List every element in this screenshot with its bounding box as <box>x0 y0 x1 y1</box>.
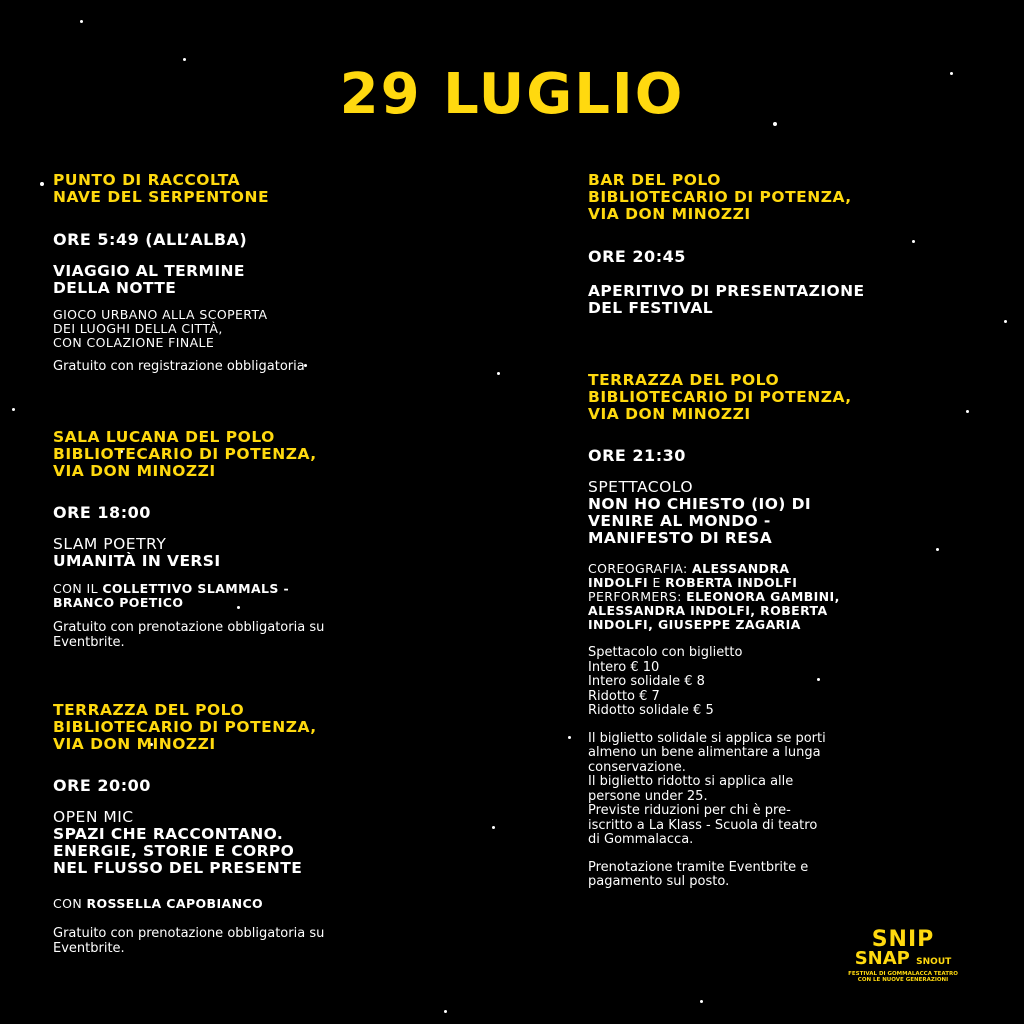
event-block-open-mic <box>53 702 453 956</box>
event-credit <box>53 897 453 911</box>
price-line: Spettacolo con biglietto <box>588 645 743 660</box>
rule-line: Il biglietto solidale si applica se porti <box>588 730 826 746</box>
logo-word-snap: SNAP <box>854 948 910 969</box>
performers-credit <box>588 604 1008 618</box>
credit-label: COREOGRAFIA: <box>588 561 692 576</box>
event-time: ORE 20:45 <box>588 247 686 266</box>
rule-line: Previste riduzioni per chi è pre- <box>588 803 791 818</box>
venue-line: TERRAZZA DEL POLO <box>588 371 780 389</box>
ticket-rules <box>588 732 1008 848</box>
logo-word-snap-snout <box>838 950 968 971</box>
venue-line: TERRAZZA DEL POLO <box>53 701 245 719</box>
event-note: Gratuito con registrazione obbligatoria <box>53 359 305 374</box>
event-kind: SLAM POETRY <box>53 535 167 553</box>
logo-tagline: CON LE NUOVE GENERAZIONI <box>857 977 949 983</box>
price-line: Ridotto € 7 <box>588 688 660 704</box>
event-note: Gratuito con prenotazione obbligatoria su <box>53 620 325 635</box>
event-block-dawn <box>53 172 453 375</box>
event-credit <box>53 582 453 596</box>
star-decoration <box>568 736 571 739</box>
venue-line: PUNTO DI RACCOLTA <box>53 171 241 189</box>
event-description-line: GIOCO URBANO ALLA SCOPERTA <box>53 307 268 322</box>
event-title-line: SPAZI CHE RACCONTANO. <box>53 825 284 843</box>
venue-line: VIA DON MINOZZI <box>53 462 216 480</box>
event-time: ORE 5:49 (ALL’ALBA) <box>53 230 248 249</box>
credit-prefix: CON <box>53 896 87 911</box>
rule-line: di Gommalacca. <box>588 832 694 847</box>
credit-name: ROSSELLA CAPOBIANCO <box>86 896 264 911</box>
star-decoration <box>183 58 186 61</box>
booking-info <box>588 861 1008 890</box>
event-note: Eventbrite. <box>53 940 125 956</box>
event-time: ORE 21:30 <box>588 446 686 465</box>
event-title-line: APERITIVO DI PRESENTAZIONE <box>588 282 865 300</box>
choreography-credit <box>588 576 1008 590</box>
event-block-aperitivo <box>588 172 988 317</box>
price-line: Intero solidale € 8 <box>588 674 705 689</box>
event-title-line: VIAGGIO AL TERMINE <box>53 262 245 280</box>
event-title-line: NON HO CHIESTO (IO) DI <box>588 495 812 513</box>
credit-name: ALESSANDRA <box>692 561 790 576</box>
event-time: ORE 20:00 <box>53 776 151 795</box>
credit-conjunction: E <box>648 575 666 590</box>
event-credit <box>53 596 453 610</box>
logo-tagline: FESTIVAL DI GOMMALACCA TEATRO <box>848 971 958 977</box>
right-column <box>588 171 988 889</box>
rule-line: almeno un bene alimentare a lunga <box>588 745 821 760</box>
venue-line: BAR DEL POLO <box>588 171 721 189</box>
event-note: Gratuito con prenotazione obbligatoria su <box>53 926 325 941</box>
price-list <box>588 646 1008 719</box>
rule-line: persone under 25. <box>588 788 708 804</box>
rule-line: conservazione. <box>588 759 686 775</box>
festival-logo <box>838 927 968 983</box>
credit-prefix: CON IL <box>53 581 103 596</box>
event-block-slam-poetry <box>53 429 453 650</box>
star-decoration <box>1004 320 1007 323</box>
venue-line: BIBLIOTECARIO DI POTENZA, <box>53 718 317 736</box>
rule-line: Il biglietto ridotto si applica alle <box>588 774 794 789</box>
venue-line: VIA DON MINOZZI <box>588 205 751 223</box>
venue-line: VIA DON MINOZZI <box>53 735 216 753</box>
event-title-line: VENIRE AL MONDO - <box>588 512 771 530</box>
event-kind: SPETTACOLO <box>588 478 694 496</box>
event-block-spettacolo <box>588 372 1008 890</box>
credit-name: INDOLFI <box>588 575 649 590</box>
credit-name: ROBERTA INDOLFI <box>665 575 798 590</box>
logo-word-snout: SNOUT <box>916 957 952 967</box>
credit-name: INDOLFI, GIUSEPPE ZAGARIA <box>588 617 801 632</box>
page-title: 29 LUGLIO <box>339 62 685 127</box>
event-time: ORE 18:00 <box>53 503 151 522</box>
event-description-line: CON COLAZIONE FINALE <box>53 335 215 350</box>
price-line: Ridotto solidale € 5 <box>588 703 714 718</box>
credit-name: BRANCO POETICO <box>53 595 184 610</box>
venue-line: VIA DON MINOZZI <box>588 405 751 423</box>
venue-line: BIBLIOTECARIO DI POTENZA, <box>588 188 852 206</box>
event-title-line: MANIFESTO DI RESA <box>588 529 773 547</box>
star-decoration <box>444 1010 447 1013</box>
left-column <box>53 171 453 956</box>
event-note: Eventbrite. <box>53 634 125 650</box>
star-decoration <box>80 20 83 23</box>
event-title-line: ENERGIE, STORIE E CORPO <box>53 842 295 860</box>
event-description-line: DEI LUOGHI DELLA CITTÀ, <box>53 321 223 336</box>
star-decoration <box>12 408 15 411</box>
logo-word-snip: SNIP <box>871 927 935 952</box>
booking-line: pagamento sul posto. <box>588 874 730 889</box>
credit-name: ELEONORA GAMBINI, <box>686 589 840 604</box>
event-title-line: NEL FLUSSO DEL PRESENTE <box>53 859 303 877</box>
star-decoration <box>700 1000 703 1003</box>
venue-line: NAVE DEL SERPENTONE <box>53 188 270 206</box>
price-line: Intero € 10 <box>588 659 660 675</box>
choreography-credit <box>588 562 1008 576</box>
venue-line: BIBLIOTECARIO DI POTENZA, <box>53 445 317 463</box>
venue-line: SALA LUCANA DEL POLO <box>53 428 275 446</box>
credit-name: ALESSANDRA INDOLFI, ROBERTA <box>588 603 828 618</box>
event-title-line: DELLA NOTTE <box>53 279 177 297</box>
booking-line: Prenotazione tramite Eventbrite e <box>588 859 809 875</box>
event-kind: OPEN MIC <box>53 808 134 826</box>
rule-line: iscritto a La Klass - Scuola di teatro <box>588 817 818 833</box>
star-decoration <box>40 182 44 186</box>
star-decoration <box>492 826 495 829</box>
venue-line: BIBLIOTECARIO DI POTENZA, <box>588 388 852 406</box>
event-title-line: DEL FESTIVAL <box>588 299 714 317</box>
credit-name: COLLETTIVO SLAMMALS - <box>102 581 290 596</box>
performers-credit <box>588 618 1008 632</box>
star-decoration <box>497 372 500 375</box>
credit-label: PERFORMERS: <box>588 589 687 604</box>
performers-credit <box>588 590 1008 604</box>
event-title-line: UMANITÀ IN VERSI <box>53 552 221 570</box>
